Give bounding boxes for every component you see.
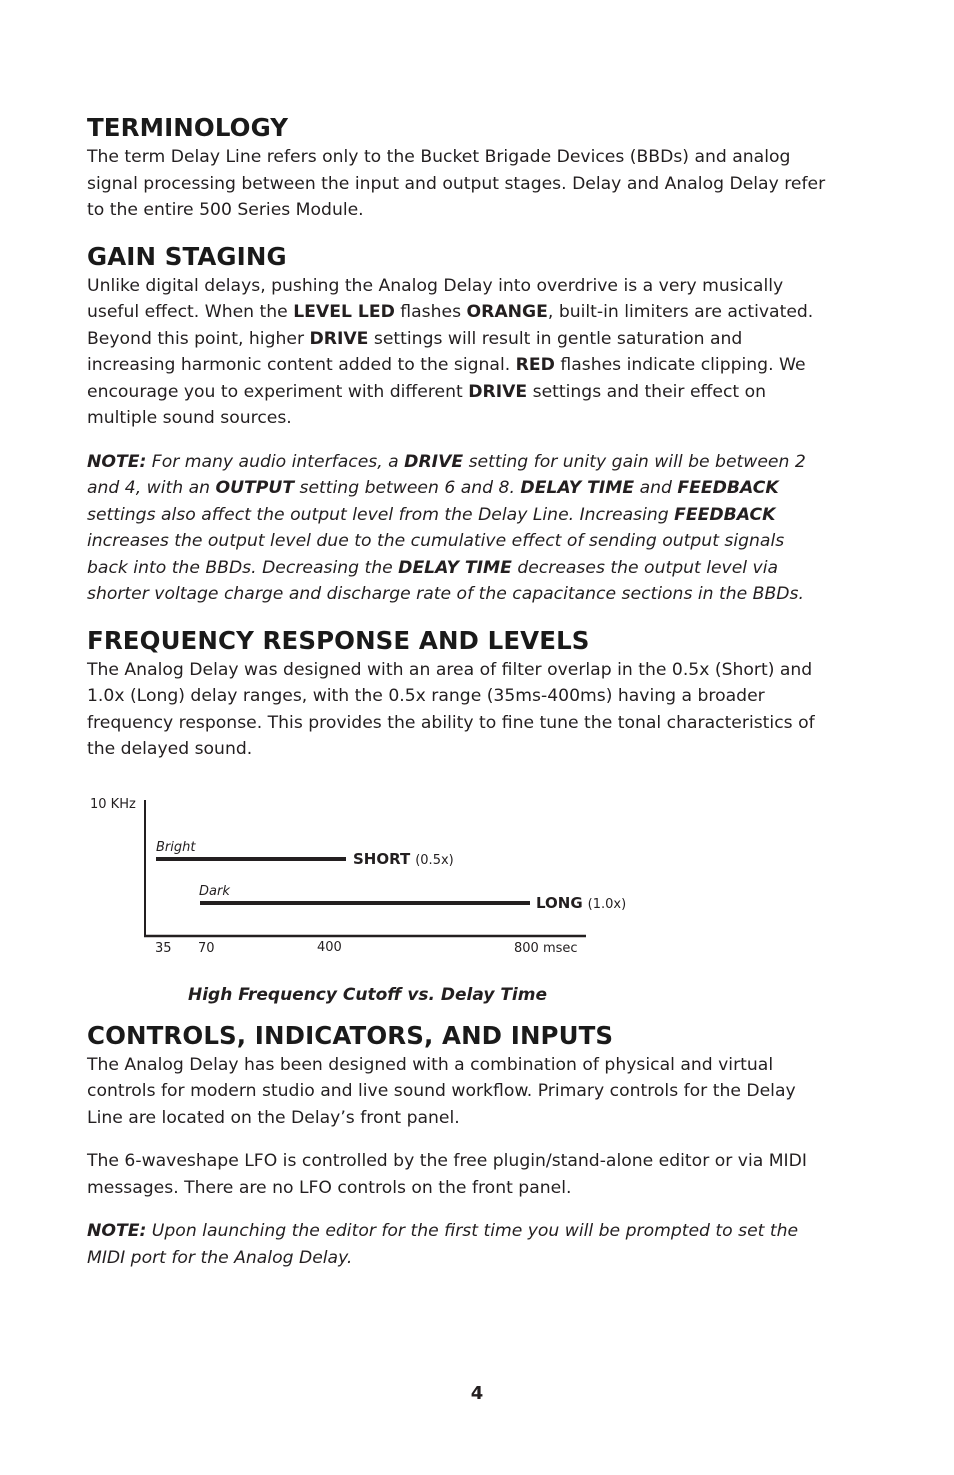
frequency-body: The Analog Delay was designed with an area of filter overlap in the 0.5x (Short) and 1.0x (Long) delay ranges, with the 0.5x range (35ms-400ms) having a broader frequency response. This provides the ability to fine tune the tonal characteristics of the delayed sound. bbox=[87, 659, 815, 759]
section-title-controls: CONTROLS, INDICATORS, AND INPUTS bbox=[87, 1020, 614, 1050]
controls-body-1: The Analog Delay has been designed with a combination of physical and virtual controls for modern studio and live sound workflow. Primary controls for the Delay Line are located on the Delay’s front panel. bbox=[87, 1054, 796, 1128]
gain-staging-note: NOTE: For many audio interfaces, a DRIVE setting for unity gain will be between 2 and 4, with an OUTPUT setting between 6 and 8. DELAY TIME and FEEDBACK settings also affect the output level from the Delay Line. Increasing FEEDBACK increases the output level due to the cumulative effect of sending output signals back into the BBDs. Decreasing the DELAY TIME decreases the output level via shorter voltage charge and discharge rate of the capacitance sections in the BBDs. bbox=[87, 451, 806, 604]
page-number: 4 bbox=[470, 1383, 484, 1404]
x-tick-800: 800 msec bbox=[514, 940, 578, 956]
short-tone-label: Bright bbox=[156, 839, 196, 855]
gain-staging-body: Unlike digital delays, pushing the Analog Delay into overdrive is a very musically useful effect. When the LEVEL LED flashes ORANGE, built-in limiters are activated. Beyond this point, higher DRIVE settings will result in gentle saturation and increasing harmonic content added to the signal. RED flashes indicate clipping. We encourage you to experiment with different DRIVE settings and their effect on multiple sound sources. bbox=[87, 275, 814, 428]
chart-svg bbox=[87, 798, 687, 978]
long-tone-label: Dark bbox=[199, 883, 230, 899]
section-title-terminology: TERMINOLOGY bbox=[87, 113, 289, 142]
controls-body-2: The 6-waveshape LFO is controlled by the free plugin/stand-alone editor or via MIDI messages. There are no LFO controls on the front panel. bbox=[87, 1151, 807, 1198]
controls-note: NOTE: Upon launching the editor for the first time you will be prompted to set the MIDI port for the Analog Delay. bbox=[87, 1221, 799, 1268]
x-tick-400: 400 bbox=[317, 939, 342, 955]
section-title-gain-staging: GAIN STAGING bbox=[87, 241, 287, 271]
x-tick-70: 70 bbox=[198, 940, 215, 956]
page-content bbox=[87, 112, 827, 1271]
frequency-chart bbox=[87, 798, 827, 1020]
chart-caption: High Frequency Cutoff vs. Delay Time bbox=[188, 984, 548, 1005]
long-series-label: LONG (1.0x) bbox=[536, 893, 627, 912]
short-series-label: SHORT (0.5x) bbox=[353, 849, 454, 868]
terminology-body: The term Delay Line refers only to the Bucket Brigade Devices (BBDs) and analog signal processing between the input and output stages. Delay and Analog Delay refer to the entire 500 Series Module. bbox=[87, 147, 826, 220]
x-tick-35: 35 bbox=[155, 940, 172, 956]
chart-y-tick: 10 KHz bbox=[90, 797, 136, 812]
section-title-frequency: FREQUENCY RESPONSE AND LEVELS bbox=[87, 625, 590, 655]
